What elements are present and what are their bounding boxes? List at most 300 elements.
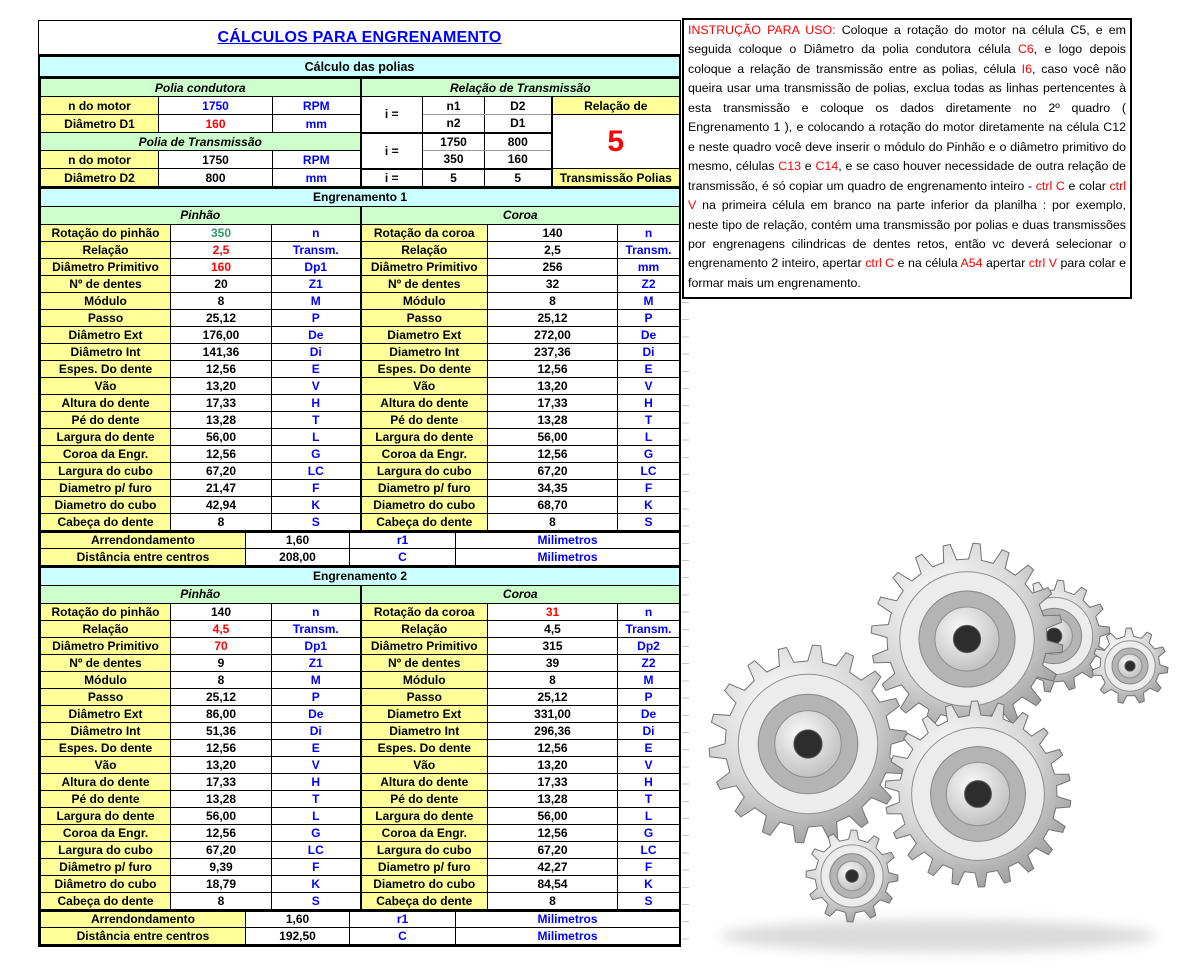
unit-cell[interactable]: Dp1 — [272, 637, 361, 654]
label-cell[interactable]: Passo — [361, 688, 488, 705]
label-cell[interactable]: Nº de dentes — [41, 275, 171, 292]
label-cell[interactable]: Diametro p/ furo — [41, 479, 171, 496]
unit-cell[interactable]: P — [618, 309, 680, 326]
unit-cell[interactable]: H — [618, 394, 680, 411]
label-cell[interactable]: Diametro Ext — [361, 326, 488, 343]
value-cell[interactable]: 160 — [171, 258, 272, 275]
label-cell[interactable]: Altura do dente — [41, 394, 171, 411]
unit-cell[interactable]: M — [618, 671, 680, 688]
value-cell[interactable]: 31 — [488, 603, 618, 620]
value-cell[interactable]: 67,20 — [171, 841, 272, 858]
value-cell[interactable]: 39 — [488, 654, 618, 671]
value-cell[interactable]: 67,20 — [171, 462, 272, 479]
value-cell[interactable]: 67,20 — [488, 841, 618, 858]
unit-cell[interactable]: LC — [618, 462, 680, 479]
label-cell[interactable]: Espes. Do dente — [41, 360, 171, 377]
unit-cell[interactable]: Di — [618, 343, 680, 360]
label-cell[interactable]: Passo — [361, 309, 488, 326]
instruction-segment: C13 — [778, 159, 801, 174]
label-cell[interactable]: Pé do dente — [361, 411, 488, 428]
label-cell[interactable]: Diametro Int — [361, 343, 488, 360]
label-cell[interactable]: Passo — [41, 688, 171, 705]
unit-cell[interactable]: L — [272, 807, 361, 824]
unit-cell[interactable]: G — [618, 445, 680, 462]
unit-cell[interactable]: G — [272, 445, 361, 462]
unit-cell[interactable]: n — [618, 603, 680, 620]
value-cell[interactable]: 70 — [171, 637, 272, 654]
value-cell[interactable]: 17,33 — [488, 773, 618, 790]
value-cell[interactable]: 8 — [171, 513, 272, 530]
value-cell[interactable]: 17,33 — [171, 394, 272, 411]
unit-cell[interactable]: Z2 — [618, 275, 680, 292]
label-cell[interactable]: Módulo — [361, 671, 488, 688]
unit-cell[interactable]: mm — [273, 115, 361, 133]
ratio-footer-cell[interactable]: Transmissão Polias — [552, 169, 680, 187]
unit-cell[interactable]: LC — [618, 841, 680, 858]
instruction-segment: Coloque a rotação do motor na célula — [835, 23, 1071, 37]
label-cell[interactable]: Módulo — [361, 292, 488, 309]
unit-cell[interactable]: Dp1 — [272, 258, 361, 275]
label-cell[interactable]: Relação — [41, 620, 171, 637]
value-cell[interactable]: 8 — [488, 671, 618, 688]
value-cell[interactable]: 13,20 — [488, 756, 618, 773]
value-cell[interactable]: 13,20 — [171, 377, 272, 394]
table-row — [41, 377, 680, 394]
label-cell[interactable]: Distância entre centros — [41, 549, 246, 566]
section-title[interactable]: Engrenamento 1 — [41, 188, 680, 206]
unit-cell[interactable]: mm — [618, 258, 680, 275]
unit-cell[interactable]: Milimetros — [456, 549, 680, 566]
instruction-segment: C14 — [815, 159, 839, 174]
value-cell[interactable]: 67,20 — [488, 462, 618, 479]
sheet-title-cell[interactable] — [38, 20, 681, 57]
value-cell[interactable]: 4,5 — [488, 620, 618, 637]
unit-cell[interactable]: S — [272, 892, 361, 909]
label-cell[interactable]: Passo — [41, 309, 171, 326]
value-cell[interactable]: 20 — [171, 275, 272, 292]
ratio-label-cell[interactable]: Relação de — [552, 97, 680, 115]
value-cell[interactable]: 34,35 — [488, 479, 618, 496]
value-cell[interactable]: 208,00 — [246, 549, 350, 566]
value-cell[interactable]: 21,47 — [171, 479, 272, 496]
table-row — [41, 326, 680, 343]
instruction-segment: na primeira célula em branco na parte inferior da planilha : por exemplo, neste tipo de relação, contém uma transmissão por polias e duas transmissões por engrenagens cilindricas de dentes retos, então vc deverá selecionar o engrenamento 2 inteiro, apertar — [688, 198, 1126, 271]
label-cell[interactable]: Largura do cubo — [361, 462, 488, 479]
unit-cell[interactable]: K — [618, 875, 680, 892]
unit-cell[interactable]: L — [272, 428, 361, 445]
label-cell[interactable]: Diâmetro do cubo — [41, 875, 171, 892]
label-cell[interactable]: Diâmetro Primitivo — [361, 637, 488, 654]
label-cell[interactable]: Espes. Do dente — [361, 739, 488, 756]
table-row — [41, 275, 680, 292]
label-cell[interactable]: Cabeça do dente — [361, 513, 488, 530]
label-cell[interactable]: Altura do dente — [361, 394, 488, 411]
ratio-value-cell[interactable]: 5 — [423, 169, 485, 187]
value-cell[interactable]: 13,28 — [171, 790, 272, 807]
value-cell[interactable]: 8 — [488, 292, 618, 309]
instruction-segment: para colar e formar mais um engrenamento. — [688, 256, 1126, 290]
pinion-header[interactable]: Pinhão — [41, 206, 361, 224]
pulley-right-header[interactable]: Relação de Transmissão — [361, 79, 680, 97]
value-cell[interactable]: 84,54 — [488, 875, 618, 892]
pulley-mid-header[interactable]: Polia de Transmissão — [41, 133, 361, 151]
label-cell[interactable]: Diâmetro Ext — [41, 705, 171, 722]
symbol-cell[interactable]: C — [350, 549, 456, 566]
unit-cell[interactable]: L — [618, 807, 680, 824]
value-cell[interactable]: 13,28 — [488, 411, 618, 428]
unit-cell[interactable]: mm — [273, 169, 361, 187]
fraction-num-cell[interactable]: 1750 — [423, 133, 485, 151]
value-cell[interactable]: 140 — [488, 224, 618, 241]
label-cell[interactable]: Altura do dente — [361, 773, 488, 790]
label-cell[interactable]: Coroa da Engr. — [361, 445, 488, 462]
value-cell[interactable]: 12,56 — [171, 824, 272, 841]
label-cell[interactable]: Cabeça do dente — [41, 892, 171, 909]
section-title[interactable]: Engrenamento 2 — [41, 567, 680, 585]
table-row — [41, 892, 680, 909]
value-cell[interactable]: 140 — [171, 603, 272, 620]
value-cell[interactable]: 56,00 — [171, 807, 272, 824]
value-cell[interactable]: 315 — [488, 637, 618, 654]
value-cell[interactable]: 350 — [171, 224, 272, 241]
label-cell[interactable]: Largura do cubo — [41, 462, 171, 479]
label-cell[interactable]: Diâmetro Primitivo — [361, 258, 488, 275]
value-cell[interactable]: 12,56 — [488, 824, 618, 841]
instruction-segment: ctrl V — [688, 178, 1127, 213]
unit-cell[interactable]: Milimetros — [456, 911, 680, 928]
value-cell[interactable]: 18,79 — [171, 875, 272, 892]
unit-cell[interactable]: M — [618, 292, 680, 309]
unit-cell[interactable]: n — [272, 224, 361, 241]
label-cell[interactable]: Nº de dentes — [361, 654, 488, 671]
value-cell[interactable]: 296,36 — [488, 722, 618, 739]
table-row — [41, 462, 680, 479]
label-cell[interactable]: Módulo — [41, 671, 171, 688]
i-equals-cell[interactable]: i = — [361, 97, 423, 133]
instruction-segment: , caso você não queira usar uma transmissão de polias, exclua todas as linhas pertencentes à esta transmissão e coloque os dados diretamente no 2º quadro ( Engrenamento 1 ), e colocando a rotação do motor diretamente na célula — [688, 61, 1126, 135]
unit-cell[interactable]: H — [618, 773, 680, 790]
label-cell[interactable]: Diâmetro Ext — [41, 326, 171, 343]
label-cell[interactable]: Coroa da Engr. — [41, 824, 171, 841]
symbol-cell[interactable]: r1 — [350, 911, 456, 928]
label-cell[interactable]: n do motor — [41, 97, 159, 115]
gear-footer-1 — [40, 531, 680, 567]
value-cell[interactable]: 56,00 — [488, 428, 618, 445]
unit-cell[interactable]: S — [272, 513, 361, 530]
pulley-left-header[interactable]: Polia condutora — [41, 79, 361, 97]
value-cell[interactable]: 12,56 — [488, 739, 618, 756]
unit-cell[interactable]: Transm. — [618, 620, 680, 637]
fraction-den-cell[interactable]: 160 — [485, 151, 552, 169]
value-cell[interactable]: 17,33 — [488, 394, 618, 411]
value-cell[interactable]: 141,36 — [171, 343, 272, 360]
table-row — [41, 637, 680, 654]
value-cell[interactable]: 256 — [488, 258, 618, 275]
value-cell[interactable]: 8 — [171, 292, 272, 309]
label-cell[interactable]: Diametro p/ furo — [361, 479, 488, 496]
label-cell[interactable]: Cabeça do dente — [361, 892, 488, 909]
fraction-num-cell[interactable]: n1 — [423, 97, 485, 115]
value-cell[interactable]: 51,36 — [171, 722, 272, 739]
value-cell[interactable]: 8 — [488, 892, 618, 909]
unit-cell[interactable]: Di — [272, 722, 361, 739]
table-row — [41, 603, 680, 620]
value-cell[interactable]: 800 — [159, 169, 273, 187]
value-cell[interactable]: 68,70 — [488, 496, 618, 513]
value-cell[interactable]: 13,28 — [171, 411, 272, 428]
label-cell[interactable]: Diâmetro D2 — [41, 169, 159, 187]
unit-cell[interactable]: T — [618, 790, 680, 807]
label-cell[interactable]: Diametro p/ furo — [361, 858, 488, 875]
unit-cell[interactable]: Z1 — [272, 275, 361, 292]
unit-cell[interactable]: K — [272, 496, 361, 513]
unit-cell[interactable]: P — [618, 688, 680, 705]
value-cell[interactable]: 17,33 — [171, 773, 272, 790]
value-cell[interactable]: 4,5 — [171, 620, 272, 637]
value-cell[interactable]: 12,56 — [171, 445, 272, 462]
value-cell[interactable]: 1750 — [159, 97, 273, 115]
unit-cell[interactable]: De — [618, 326, 680, 343]
table-row — [41, 756, 680, 773]
unit-cell[interactable]: M — [272, 292, 361, 309]
pulley-band-header[interactable]: Cálculo das polias — [40, 57, 679, 78]
label-cell[interactable]: Rotação da coroa — [361, 224, 488, 241]
label-cell[interactable]: Rotação do pinhão — [41, 603, 171, 620]
table-row — [41, 479, 680, 496]
fraction-num-cell[interactable]: D2 — [485, 97, 552, 115]
value-cell[interactable]: 25,12 — [171, 309, 272, 326]
value-cell[interactable]: 331,00 — [488, 705, 618, 722]
value-cell[interactable]: 56,00 — [171, 428, 272, 445]
value-cell[interactable]: 9 — [171, 654, 272, 671]
value-cell[interactable]: 12,56 — [488, 445, 618, 462]
fraction-den-cell[interactable]: 350 — [423, 151, 485, 169]
fraction-den-cell[interactable]: D1 — [485, 115, 552, 133]
unit-cell[interactable]: Di — [272, 343, 361, 360]
symbol-cell[interactable]: r1 — [350, 532, 456, 549]
unit-cell[interactable]: T — [272, 790, 361, 807]
label-cell[interactable]: Pé do dente — [41, 790, 171, 807]
label-cell[interactable]: Distância entre centros — [41, 928, 246, 945]
label-cell[interactable]: Rotação do pinhão — [41, 224, 171, 241]
unit-cell[interactable]: G — [618, 824, 680, 841]
unit-cell[interactable]: De — [272, 705, 361, 722]
label-cell[interactable]: Relação — [361, 241, 488, 258]
value-cell[interactable]: 8 — [488, 513, 618, 530]
value-cell[interactable]: 12,56 — [171, 739, 272, 756]
unit-cell[interactable]: P — [272, 309, 361, 326]
value-cell[interactable]: 25,12 — [171, 688, 272, 705]
fraction-num-cell[interactable]: 800 — [485, 133, 552, 151]
instruction-segment: , e em seguida coloque o Diâmetro da polia condutora célula — [688, 23, 1126, 57]
unit-cell[interactable]: V — [272, 377, 361, 394]
fraction-den-cell[interactable]: n2 — [423, 115, 485, 133]
table-row — [41, 549, 680, 566]
value-cell[interactable]: 13,20 — [488, 377, 618, 394]
value-cell[interactable]: 8 — [171, 892, 272, 909]
symbol-cell[interactable]: C — [350, 928, 456, 945]
unit-cell[interactable]: T — [272, 411, 361, 428]
unit-cell[interactable]: K — [618, 496, 680, 513]
unit-cell[interactable]: S — [618, 892, 680, 909]
label-cell[interactable]: Pé do dente — [41, 411, 171, 428]
value-cell[interactable]: 1750 — [159, 151, 273, 169]
label-cell[interactable]: Nº de dentes — [41, 654, 171, 671]
unit-cell[interactable]: n — [272, 603, 361, 620]
unit-cell[interactable]: E — [272, 739, 361, 756]
unit-cell[interactable]: M — [272, 671, 361, 688]
value-cell[interactable]: 2,5 — [488, 241, 618, 258]
label-cell[interactable]: Diametro do cubo — [361, 496, 488, 513]
label-cell[interactable]: Diâmetro p/ furo — [41, 858, 171, 875]
unit-cell[interactable]: Z2 — [618, 654, 680, 671]
label-cell[interactable]: Diâmetro Int — [41, 722, 171, 739]
unit-cell[interactable]: Transm. — [272, 241, 361, 258]
unit-cell[interactable]: F — [618, 858, 680, 875]
unit-cell[interactable]: Milimetros — [456, 928, 680, 945]
label-cell[interactable]: Nº de dentes — [361, 275, 488, 292]
unit-cell[interactable]: De — [272, 326, 361, 343]
unit-cell[interactable]: V — [618, 756, 680, 773]
label-cell[interactable]: Diametro do cubo — [361, 875, 488, 892]
crown-header[interactable]: Coroa — [361, 585, 680, 603]
label-cell[interactable]: Diâmetro D1 — [41, 115, 159, 133]
label-cell[interactable]: Largura do dente — [361, 428, 488, 445]
label-cell[interactable]: Largura do dente — [41, 428, 171, 445]
unit-cell[interactable]: F — [618, 479, 680, 496]
unit-cell[interactable]: H — [272, 773, 361, 790]
label-cell[interactable]: Relação — [41, 241, 171, 258]
unit-cell[interactable]: De — [618, 705, 680, 722]
value-cell[interactable]: 13,28 — [488, 790, 618, 807]
ratio-value-cell[interactable]: 5 — [485, 169, 552, 187]
label-cell[interactable]: Vão — [41, 377, 171, 394]
table-row — [41, 428, 680, 445]
instruction-segment: C12 — [1103, 120, 1126, 135]
unit-cell[interactable]: Dp2 — [618, 637, 680, 654]
unit-cell[interactable]: Transm. — [618, 241, 680, 258]
unit-cell[interactable]: T — [618, 411, 680, 428]
label-cell[interactable]: Coroa da Engr. — [41, 445, 171, 462]
unit-cell[interactable]: LC — [272, 462, 361, 479]
value-cell[interactable]: 12,56 — [171, 360, 272, 377]
value-cell[interactable]: 1,60 — [246, 911, 350, 928]
unit-cell[interactable]: V — [272, 756, 361, 773]
label-cell[interactable]: Diametro do cubo — [41, 496, 171, 513]
crown-header[interactable]: Coroa — [361, 206, 680, 224]
unit-cell[interactable]: Di — [618, 722, 680, 739]
unit-cell[interactable]: K — [272, 875, 361, 892]
value-cell[interactable]: 160 — [159, 115, 273, 133]
value-cell[interactable]: 25,12 — [488, 309, 618, 326]
unit-cell[interactable]: RPM — [273, 151, 361, 169]
label-cell[interactable]: Vão — [361, 756, 488, 773]
unit-cell[interactable]: n — [618, 224, 680, 241]
label-cell[interactable]: Diametro Ext — [361, 705, 488, 722]
label-cell[interactable]: Vão — [41, 756, 171, 773]
unit-cell[interactable]: S — [618, 513, 680, 530]
table-row — [41, 360, 680, 377]
value-cell[interactable]: 1,60 — [246, 532, 350, 549]
table-row — [41, 445, 680, 462]
label-cell[interactable]: Altura do dente — [41, 773, 171, 790]
value-cell[interactable]: 25,12 — [488, 688, 618, 705]
label-cell[interactable]: Cabeça do dente — [41, 513, 171, 530]
label-cell[interactable]: Espes. Do dente — [41, 739, 171, 756]
label-cell[interactable]: Arrendondamento — [41, 911, 246, 928]
label-cell[interactable]: Coroa da Engr. — [361, 824, 488, 841]
unit-cell[interactable]: V — [618, 377, 680, 394]
value-cell[interactable]: 192,50 — [246, 928, 350, 945]
unit-cell[interactable]: F — [272, 858, 361, 875]
unit-cell[interactable]: P — [272, 688, 361, 705]
label-cell[interactable]: Relação — [361, 620, 488, 637]
unit-cell[interactable]: G — [272, 824, 361, 841]
i-equals-cell[interactable]: i = — [361, 133, 423, 169]
unit-cell[interactable]: LC — [272, 841, 361, 858]
label-cell[interactable]: Módulo — [41, 292, 171, 309]
value-cell[interactable]: 42,94 — [171, 496, 272, 513]
label-cell[interactable]: Vão — [361, 377, 488, 394]
table-row — [41, 292, 680, 309]
unit-cell[interactable]: H — [272, 394, 361, 411]
unit-cell[interactable]: E — [272, 360, 361, 377]
gear-shape — [1092, 628, 1168, 703]
ratio-result-cell[interactable]: 5 — [552, 115, 680, 169]
table-row — [41, 532, 680, 549]
label-cell[interactable]: Pé do dente — [361, 790, 488, 807]
unit-cell[interactable]: RPM — [273, 97, 361, 115]
label-cell[interactable]: Largura do dente — [41, 807, 171, 824]
value-cell[interactable]: 32 — [488, 275, 618, 292]
unit-cell[interactable]: L — [618, 428, 680, 445]
label-cell[interactable]: n do motor — [41, 151, 159, 169]
instruction-segment: e — [800, 159, 816, 174]
value-cell[interactable]: 2,5 — [171, 241, 272, 258]
unit-cell[interactable]: E — [618, 739, 680, 756]
label-cell[interactable]: Diâmetro Primitivo — [41, 637, 171, 654]
label-cell[interactable]: Diametro Int — [361, 722, 488, 739]
value-cell[interactable]: 42,27 — [488, 858, 618, 875]
label-cell[interactable]: Largura do dente — [361, 807, 488, 824]
unit-cell[interactable]: Milimetros — [456, 532, 680, 549]
unit-cell[interactable]: Z1 — [272, 654, 361, 671]
unit-cell[interactable]: E — [618, 360, 680, 377]
label-cell[interactable]: Diâmetro Primitivo — [41, 258, 171, 275]
label-cell[interactable]: Largura do cubo — [41, 841, 171, 858]
value-cell[interactable]: 8 — [171, 671, 272, 688]
label-cell[interactable]: Diâmetro Int — [41, 343, 171, 360]
value-cell[interactable]: 56,00 — [488, 807, 618, 824]
label-cell[interactable]: Largura do cubo — [361, 841, 488, 858]
value-cell[interactable]: 237,36 — [488, 343, 618, 360]
label-cell[interactable]: Espes. Do dente — [361, 360, 488, 377]
label-cell[interactable]: Arrendondamento — [41, 532, 246, 549]
value-cell[interactable]: 272,00 — [488, 326, 618, 343]
pinion-header[interactable]: Pinhão — [41, 585, 361, 603]
gears-shadow — [720, 920, 1156, 952]
value-cell[interactable]: 12,56 — [488, 360, 618, 377]
value-cell[interactable]: 86,00 — [171, 705, 272, 722]
unit-cell[interactable]: Transm. — [272, 620, 361, 637]
value-cell[interactable]: 9,39 — [171, 858, 272, 875]
unit-cell[interactable]: F — [272, 479, 361, 496]
value-cell[interactable]: 176,00 — [171, 326, 272, 343]
instruction-segment: e colar — [1064, 178, 1110, 193]
i-equals-cell[interactable]: i = — [361, 169, 423, 187]
label-cell[interactable]: Rotação da coroa — [361, 603, 488, 620]
value-cell[interactable]: 13,20 — [171, 756, 272, 773]
